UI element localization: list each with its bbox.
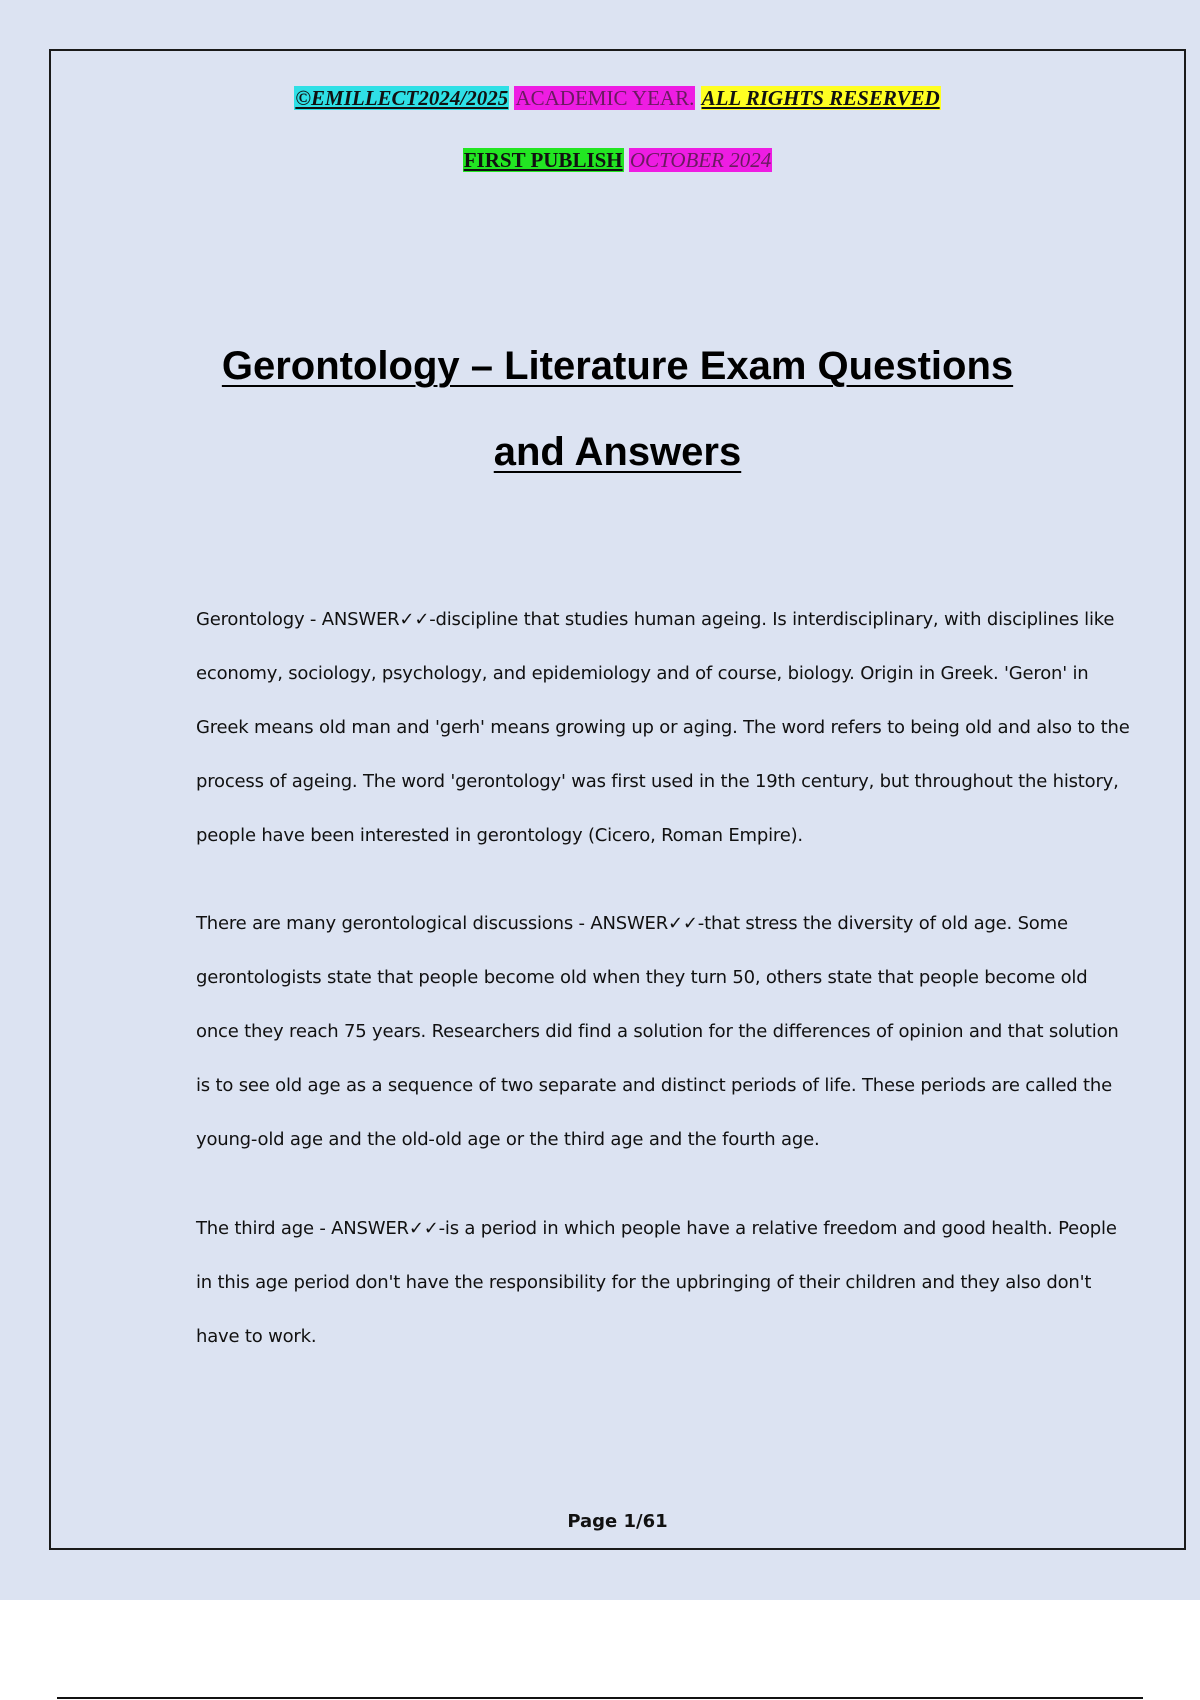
paragraph-line: have to work. — [196, 1326, 317, 1347]
publish-date-label: OCTOBER 2024 — [629, 148, 772, 172]
paragraph-line: Gerontology - ANSWER✓✓-discipline that studies human ageing. Is interdisciplinary, with disciplines like — [196, 609, 1115, 630]
paragraph-line: once they reach 75 years. Researchers did find a solution for the differences of opinion and that solution — [196, 1021, 1119, 1042]
document-title — [51, 323, 1184, 495]
academic-year-label: ACADEMIC YEAR. — [515, 86, 695, 110]
rights-reserved-label: ALL RIGHTS RESERVED — [701, 86, 940, 110]
paragraph-line: The third age - ANSWER✓✓-is a period in which people have a relative freedom and good health. People — [196, 1218, 1117, 1239]
paragraph-line: in this age period don't have the responsibility for the upbringing of their children and they also don't — [196, 1272, 1092, 1293]
publish-header — [51, 147, 1184, 173]
first-publish-label: FIRST PUBLISH — [463, 148, 623, 172]
paragraph-third-age — [196, 1202, 1146, 1364]
paragraph-line: gerontologists state that people become old when they turn 50, others state that people become old — [196, 967, 1088, 988]
paragraph-line: young-old age and the old-old age or the third age and the fourth age. — [196, 1129, 820, 1150]
paragraph-gerontology — [196, 593, 1146, 863]
next-page-rule — [57, 1697, 1143, 1699]
title-line-1: Gerontology – Literature Exam Questions — [221, 344, 1014, 388]
title-line-2: and Answers — [493, 430, 742, 474]
paragraph-line: people have been interested in gerontology (Cicero, Roman Empire). — [196, 825, 803, 846]
paragraph-line: Greek means old man and 'gerh' means growing up or aging. The word refers to being old and also to the — [196, 717, 1130, 738]
paragraph-line: There are many gerontological discussions - ANSWER✓✓-that stress the diversity of old age. Some — [196, 913, 1068, 934]
page-border — [49, 49, 1186, 1550]
paragraph-discussions — [196, 897, 1146, 1167]
paragraph-line: economy, sociology, psychology, and epidemiology and of course, biology. Origin in Greek. 'Geron' in — [196, 663, 1089, 684]
paragraph-line: process of ageing. The word 'gerontology' was first used in the 19th century, but throughout the history, — [196, 771, 1119, 792]
paragraph-line: is to see old age as a sequence of two separate and distinct periods of life. These periods are called the — [196, 1075, 1112, 1096]
page-number: Page 1/61 — [567, 1511, 668, 1532]
copyright-header — [51, 85, 1184, 111]
copyright-label: ©EMILLECT2024/2025 — [295, 86, 509, 110]
